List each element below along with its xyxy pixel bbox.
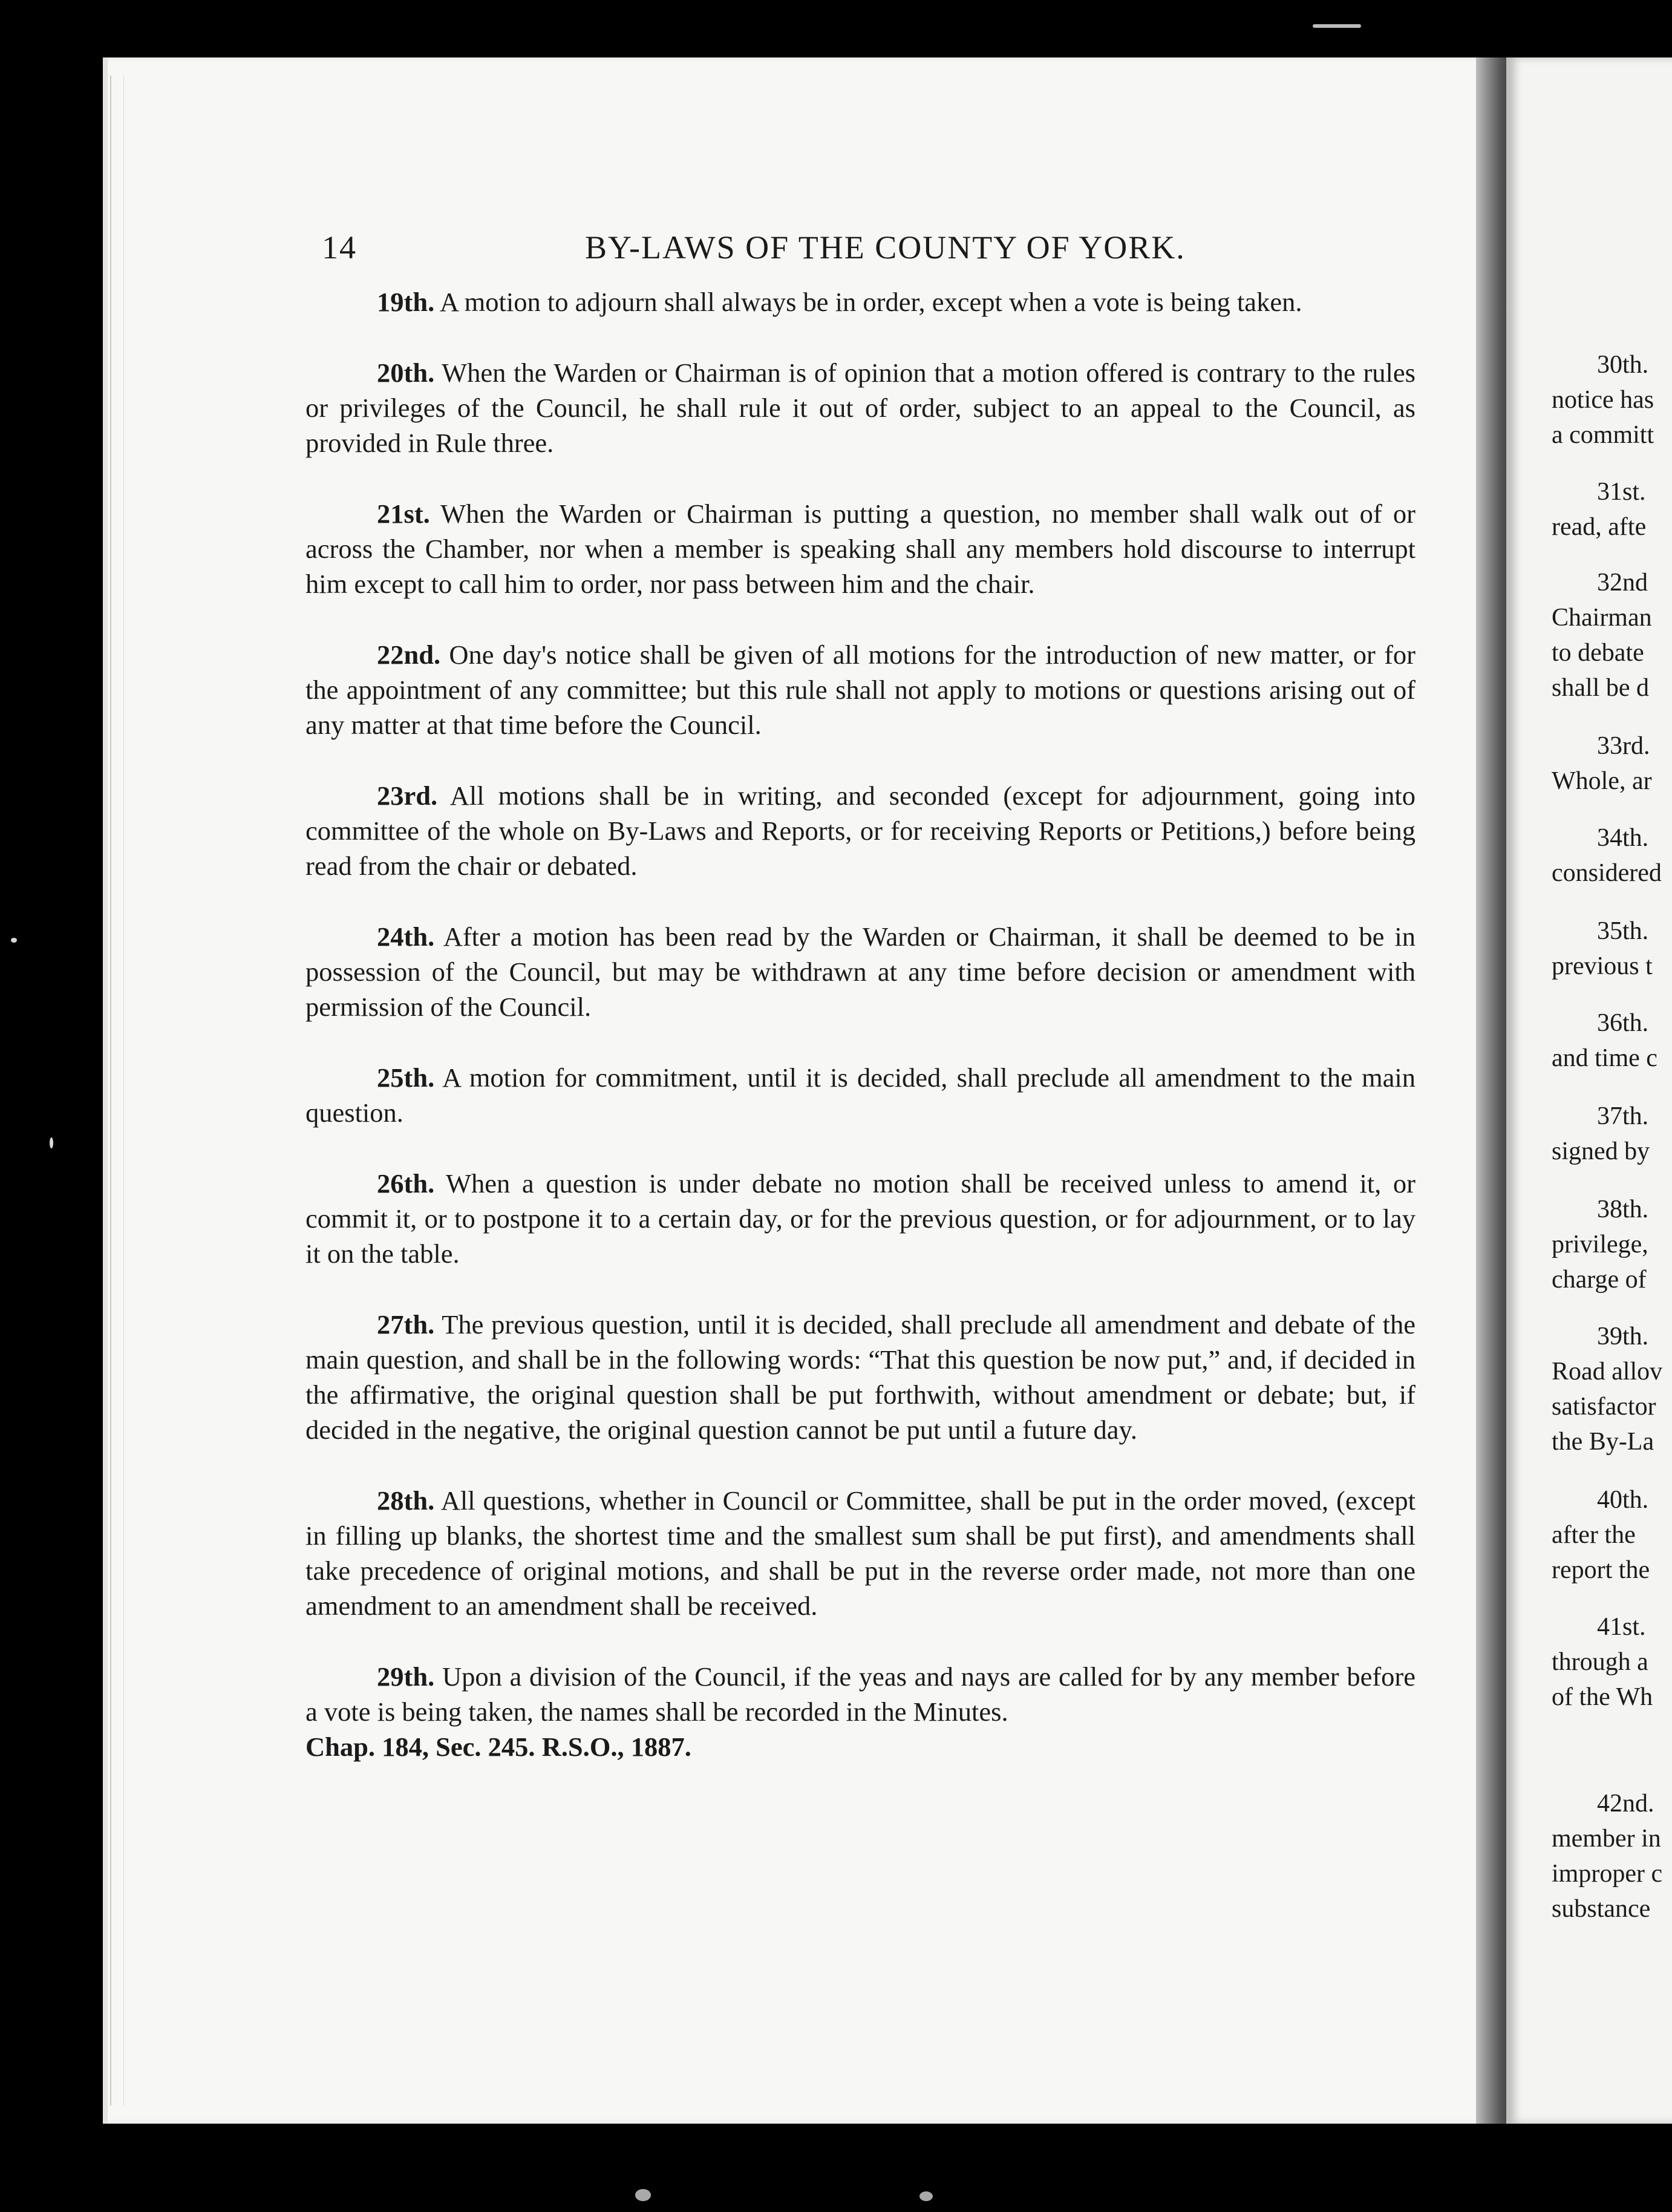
- right-page-line: notice has: [1552, 386, 1654, 414]
- running-head: [322, 229, 1187, 271]
- right-page-line: 40th.: [1597, 1486, 1649, 1514]
- scan-speck: [50, 1137, 53, 1148]
- scan-speck: [1313, 24, 1361, 28]
- right-page-line: charge of: [1552, 1266, 1647, 1294]
- right-page-line: read, afte: [1552, 513, 1647, 541]
- right-page-line: satisfactor: [1552, 1393, 1656, 1421]
- right-page-line: through a: [1552, 1648, 1648, 1676]
- right-page-line: shall be d: [1552, 674, 1649, 702]
- right-page-line: considered: [1552, 859, 1662, 887]
- right-page-line: the By-La: [1552, 1428, 1654, 1456]
- rule-text: The previous question, until it is decided, shall preclude all amendment and debate of the main question, and shall be in the following words: “That this question be now put,” and, if decided in the affirmative, the original question shall be put forthwith, without amendment or debate; but, if decided in the negative, the original question cannot be put until a future day.: [305, 1309, 1416, 1445]
- rule-24: [305, 919, 1416, 1024]
- right-page-line: 38th.: [1597, 1196, 1649, 1223]
- right-page-line: 39th.: [1597, 1323, 1649, 1350]
- rule-text: After a motion has been read by the Warden or Chairman, it shall be deemed to be in possession of the Council, but may be withdrawn at any time before decision or amendment with permission of the Council.: [305, 921, 1416, 1022]
- right-page-line: privilege,: [1552, 1231, 1648, 1258]
- rule-citation: Chap. 184, Sec. 245. R.S.O., 1887.: [305, 1732, 691, 1762]
- scan-speck: [635, 2189, 651, 2201]
- rule-29: [305, 1659, 1416, 1764]
- rule-26: [305, 1166, 1416, 1271]
- right-page-line: and time c: [1552, 1044, 1657, 1072]
- rule-text: When a question is under debate no motion shall be received unless to amend it, or commit it, or to postpone it to a certain day, or for the previous question, or for adjournment, or to lay it on the table.: [305, 1168, 1416, 1269]
- rule-text: When the Warden or Chairman is putting a question, no member shall walk out of or across the Chamber, nor when a member is speaking shall any members hold discourse to interrupt him except to call him to order, nor pass between him and the chair.: [305, 499, 1416, 599]
- right-page-line: 42nd.: [1597, 1790, 1654, 1818]
- rule-text: When the Warden or Chairman is of opinion that a motion offered is contrary to the rules or privileges of the Council, he shall rule it out of order, subject to an appeal to the Council, as provided in Rule three.: [305, 358, 1416, 458]
- rule-22: [305, 637, 1416, 742]
- rule-number: 28th.: [377, 1485, 435, 1516]
- right-page-line: 41st.: [1597, 1613, 1646, 1641]
- rule-21: [305, 496, 1416, 601]
- rule-number: 24th.: [377, 921, 435, 952]
- page-heading: BY-LAWS OF THE COUNTY OF YORK.: [585, 229, 1186, 266]
- right-page-line: 37th.: [1597, 1102, 1649, 1130]
- rule-27: [305, 1307, 1416, 1447]
- right-page-line: previous t: [1552, 952, 1653, 980]
- rule-23: [305, 778, 1416, 883]
- right-page-line: member in: [1552, 1825, 1661, 1853]
- rule-number: 26th.: [377, 1168, 435, 1199]
- right-page-line: 36th.: [1597, 1009, 1649, 1037]
- right-page-line: Road allov: [1552, 1358, 1663, 1386]
- right-page-line: 30th.: [1597, 351, 1649, 379]
- right-page-line: to debate: [1552, 639, 1644, 667]
- right-page-line: 32nd: [1597, 569, 1648, 597]
- page-edge: [110, 76, 124, 2106]
- right-page-line: substance: [1552, 1895, 1651, 1923]
- right-page-line: report the: [1552, 1556, 1650, 1584]
- right-page-line: after the: [1552, 1521, 1636, 1549]
- rule-number: 27th.: [377, 1309, 435, 1340]
- right-page-line: 34th.: [1597, 824, 1649, 852]
- right-page-line: Whole, ar: [1552, 767, 1652, 795]
- rule-number: 21st.: [377, 499, 430, 529]
- rule-number: 23rd.: [377, 780, 438, 811]
- right-page-line: signed by: [1552, 1137, 1650, 1165]
- rule-number: 29th.: [377, 1661, 435, 1692]
- right-page-line: of the Wh: [1552, 1683, 1653, 1711]
- rule-number: 22nd.: [377, 640, 441, 670]
- rule-28: [305, 1483, 1416, 1623]
- rule-text: A motion to adjourn shall always be in order, except when a vote is being taken.: [439, 287, 1302, 317]
- right-page-line: Chairman: [1552, 604, 1652, 632]
- rule-number: 19th.: [377, 287, 435, 317]
- rule-19: [305, 284, 1416, 319]
- rule-number: 25th.: [377, 1062, 435, 1093]
- rule-20: [305, 355, 1416, 460]
- rule-text: All questions, whether in Council or Committee, shall be put in the order moved, (except in filling up blanks, the shortest time and the smallest sum shall be put first), and amendments shall take precedence of original motions, and shall be put in the reverse order made, not more than one amendment to an amendment shall be received.: [305, 1485, 1416, 1621]
- rule-text: Upon a division of the Council, if the yeas and nays are called for by any member before a vote is being taken, the names shall be recorded in the Minutes.: [305, 1661, 1416, 1727]
- rule-text: One day's notice shall be given of all motions for the introduction of new matter, or for the appointment of any committee; but this rule shall not apply to motions or questions arising out of any matter at that time before the Council.: [305, 640, 1416, 740]
- rules-text: [305, 284, 1416, 1800]
- right-page-line: 31st.: [1597, 478, 1646, 506]
- right-page-line: improper c: [1552, 1860, 1663, 1888]
- rule-text: All motions shall be in writing, and seconded (except for adjournment, going into committee of the whole on By-Laws and Reports, or for receiving Reports or Petitions,) before being read from the chair or debated.: [305, 780, 1416, 881]
- right-page-line: a committ: [1552, 421, 1654, 449]
- rule-25: [305, 1060, 1416, 1130]
- scan-speck: [11, 938, 17, 943]
- scan-speck: [919, 2191, 933, 2201]
- page-number: 14: [322, 229, 357, 266]
- right-page-line: 33rd.: [1597, 732, 1650, 760]
- right-page: [1506, 57, 1672, 2124]
- rule-number: 20th.: [377, 358, 435, 388]
- right-page-line: 35th.: [1597, 917, 1649, 945]
- rule-text: A motion for commitment, until it is decided, shall preclude all amendment to the main question.: [305, 1062, 1416, 1128]
